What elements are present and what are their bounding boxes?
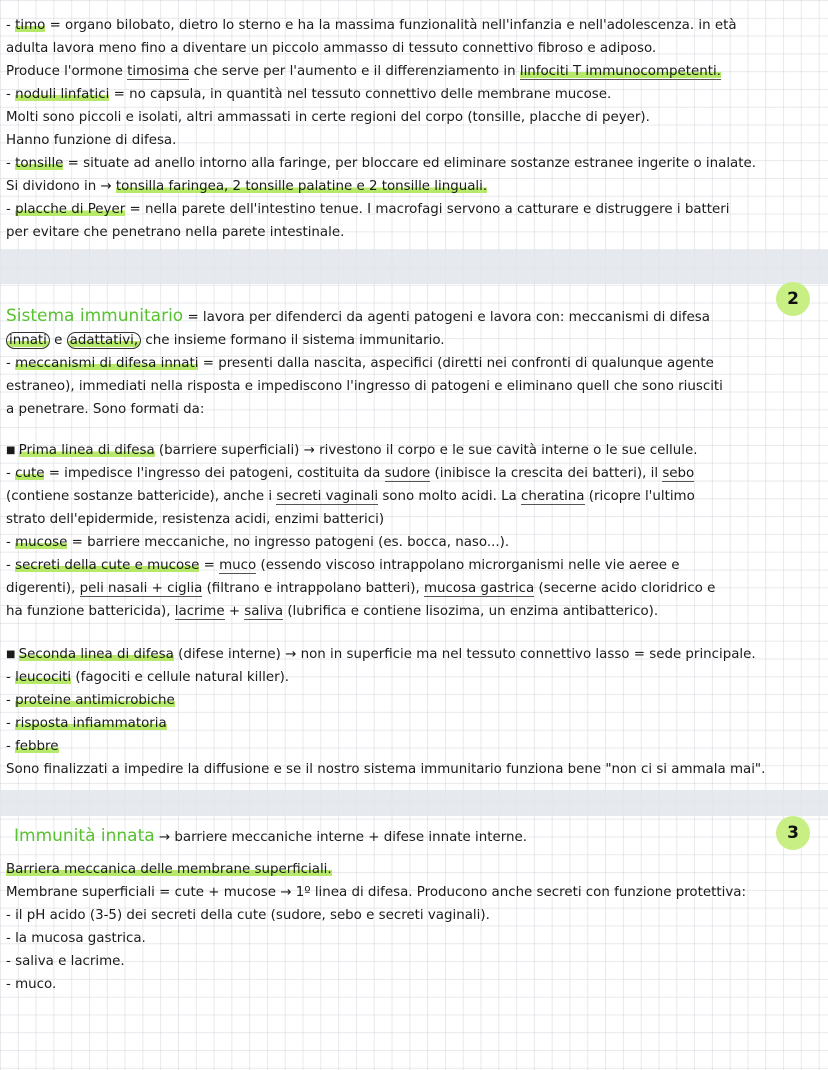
bullet-square: ■	[6, 445, 19, 456]
subheading-highlight: Barriera meccanica delle membrane superficiali.	[6, 862, 332, 877]
text: digerenti),	[6, 581, 80, 596]
text-line	[6, 441, 697, 461]
text: strato dell'epidermide, resistenza acidi, enzimi batterici)	[6, 512, 385, 527]
term-circled: innati	[6, 332, 50, 349]
term-highlight: noduli linfatici	[15, 87, 110, 102]
section-number-badge: 3	[776, 816, 810, 850]
text-line	[6, 62, 721, 82]
term-underline: lacrime	[174, 604, 225, 619]
text: sono molto acidi. La	[378, 489, 522, 504]
text-line	[6, 85, 611, 105]
text: -	[6, 716, 16, 731]
text: -	[6, 558, 16, 573]
text: Hanno funzione di difesa.	[6, 133, 177, 148]
term-underline: saliva	[244, 604, 284, 619]
term-highlight: placche di Peyer	[15, 202, 126, 217]
text: = situate ad anello intorno alla faringe, per bloccare ed eliminare sostanze estranee ingerite o inalate.	[63, 156, 756, 171]
bullet-square: ■	[6, 649, 19, 660]
text: +	[224, 604, 245, 619]
text: - la mucosa gastrica.	[6, 931, 146, 946]
text: = barriere meccaniche, no ingresso patogeni (es. bocca, naso...).	[67, 535, 510, 550]
text: = impedisce l'ingresso dei patogeni, costituita da	[44, 466, 385, 481]
text-line	[6, 579, 715, 599]
term-underline: secreti vaginali	[276, 489, 379, 504]
text: che serve per l'aumento e il differenziamento in	[189, 64, 520, 79]
text: (filtrano e intrappolano batteri),	[202, 581, 424, 596]
text: = lavora per difenderci da agenti patogeni e lavora con: meccanismi di difesa	[183, 310, 710, 325]
text-line	[6, 464, 694, 484]
text: -	[6, 156, 16, 171]
term-highlight: secreti della cute e mucose	[15, 558, 200, 573]
text-line	[6, 760, 765, 780]
text-line	[6, 602, 658, 622]
text-line	[6, 533, 509, 553]
text-line	[6, 929, 146, 949]
text: -	[6, 356, 16, 371]
text: - muco.	[6, 977, 57, 992]
text-line	[6, 200, 729, 220]
term-highlight: timo	[15, 18, 46, 33]
section-title-line	[14, 826, 527, 848]
text-line	[6, 714, 167, 734]
text: estraneo), immediati nella risposta e impediscono l'ingresso di patogeni e eliminano quell che sono riusciti	[6, 379, 723, 394]
text: -	[6, 693, 16, 708]
text: Molti sono piccoli e isolati, altri ammassati in certe regioni del corpo (tonsille, placche di peyer).	[6, 110, 650, 125]
term-highlight: febbre	[15, 739, 59, 754]
text: -	[6, 466, 16, 481]
term-highlight: tonsille	[15, 156, 64, 171]
term-highlight: mucose	[15, 535, 68, 550]
term-highlight: leucociti	[15, 670, 72, 685]
text: per evitare che penetrano nella parete intestinale.	[6, 225, 345, 240]
text: (inibisce la crescita dei batteri), il	[430, 466, 663, 481]
text: (secerne acido cloridrico e	[534, 581, 716, 596]
text-line	[6, 510, 384, 530]
text: Produce l'ormone	[6, 64, 128, 79]
text-line	[6, 177, 487, 197]
term-underline: cheratina	[521, 489, 585, 504]
section-title-line	[6, 306, 710, 328]
term-underline: peli nasali + ciglia	[79, 581, 203, 596]
text-line	[6, 223, 344, 243]
text: Sono finalizzati a impedire la diffusione e se il nostro sistema immunitario funziona bene "non ci si ammala mai".	[6, 762, 766, 777]
text: → barriere meccaniche interne + difese innate interne.	[154, 830, 527, 845]
text-line	[6, 400, 204, 420]
text: (essendo viscoso intrappolano microrganismi nelle vie aeree e	[256, 558, 680, 573]
section-divider	[0, 250, 828, 284]
text: (barriere superficiali) → rivestono il corpo e le sue cavità interne o le sue cellule.	[154, 443, 698, 458]
text: ha funzione battericida),	[6, 604, 175, 619]
term-highlight: linfociti T immunocompetenti.	[519, 64, 721, 79]
text: -	[6, 202, 16, 217]
text-line	[6, 154, 756, 174]
text: Si dividono in →	[6, 179, 116, 194]
text: (fagociti e cellule natural killer).	[71, 670, 290, 685]
term-underline: timosima	[127, 64, 190, 79]
text: (difese interne) → non in superficie ma nel tessuto connettivo lasso = sede principale.	[173, 647, 756, 662]
text-line	[6, 691, 175, 711]
text: -	[6, 18, 16, 33]
term-circled: adattativi,	[67, 332, 142, 349]
text: che insieme formano il sistema immunitario.	[141, 333, 445, 348]
term-highlight: meccanismi di difesa innati	[15, 356, 199, 371]
text-line	[6, 952, 125, 972]
section-divider	[0, 790, 828, 816]
text: = nella parete dell'intestino tenue. I macrofagi servono a catturare e distruggere i batteri	[125, 202, 730, 217]
text-line	[6, 39, 656, 59]
text: = no capsula, in quantità nel tessuto connettivo delle membrane mucose.	[109, 87, 612, 102]
text-line	[6, 131, 176, 151]
text: (contiene sostanze battericide), anche i	[6, 489, 277, 504]
text: a penetrare. Sono formati da:	[6, 402, 205, 417]
text-line	[6, 354, 714, 374]
text-line	[6, 487, 695, 507]
text: =	[199, 558, 220, 573]
section-number-badge: 2	[776, 282, 810, 316]
text-line	[6, 556, 680, 576]
text: -	[6, 535, 16, 550]
text: (lubrifica e contiene lisozima, un enzima antibatterico).	[283, 604, 659, 619]
term-highlight: tonsilla faringea, 2 tonsille palatine e 2 tonsille linguali.	[115, 179, 488, 194]
text-line	[6, 975, 56, 995]
section-title: Immunità innata	[14, 826, 155, 846]
term-highlight: risposta infiammatoria	[15, 716, 167, 731]
text: (ricopre l'ultimo	[584, 489, 695, 504]
term-underline: muco	[219, 558, 257, 573]
text: -	[6, 87, 16, 102]
text-line	[6, 737, 59, 757]
term-underline: sebo	[662, 466, 695, 481]
text: Membrane superficiali = cute + mucose → 1º linea di difesa. Producono anche secreti con funzione protettiva:	[6, 885, 746, 900]
text-line	[6, 331, 445, 351]
text: e	[49, 333, 67, 348]
text: - il pH acido (3-5) dei secreti della cute (sudore, sebo e secreti vaginali).	[6, 908, 490, 923]
term-underline: mucosa gastrica	[424, 581, 535, 596]
text-line	[6, 108, 650, 128]
text-line	[6, 16, 737, 36]
term-highlight: cute	[15, 466, 45, 481]
text: -	[6, 739, 16, 754]
text-line	[6, 645, 756, 665]
term-highlight: Prima linea di difesa	[18, 443, 155, 458]
text-line	[6, 860, 332, 880]
text: adulta lavora meno fino a diventare un piccolo ammasso di tessuto connettivo fibroso e adiposo.	[6, 41, 657, 56]
text-line	[6, 668, 289, 688]
text-line	[6, 883, 746, 903]
text: -	[6, 670, 16, 685]
term-highlight: proteine antimicrobiche	[15, 693, 175, 708]
text-line	[6, 377, 723, 397]
term-underline: sudore	[384, 466, 431, 481]
text: - saliva e lacrime.	[6, 954, 125, 969]
text: = organo bilobato, dietro lo sterno e ha la massima funzionalità nell'infanzia e nell'adolescenza. in età	[45, 18, 737, 33]
term-highlight: Seconda linea di difesa	[18, 647, 174, 662]
text: = presenti dalla nascita, aspecifici (diretti nei confronti di qualunque agente	[198, 356, 714, 371]
text-line	[6, 906, 490, 926]
section-title: Sistema immunitario	[6, 306, 184, 326]
